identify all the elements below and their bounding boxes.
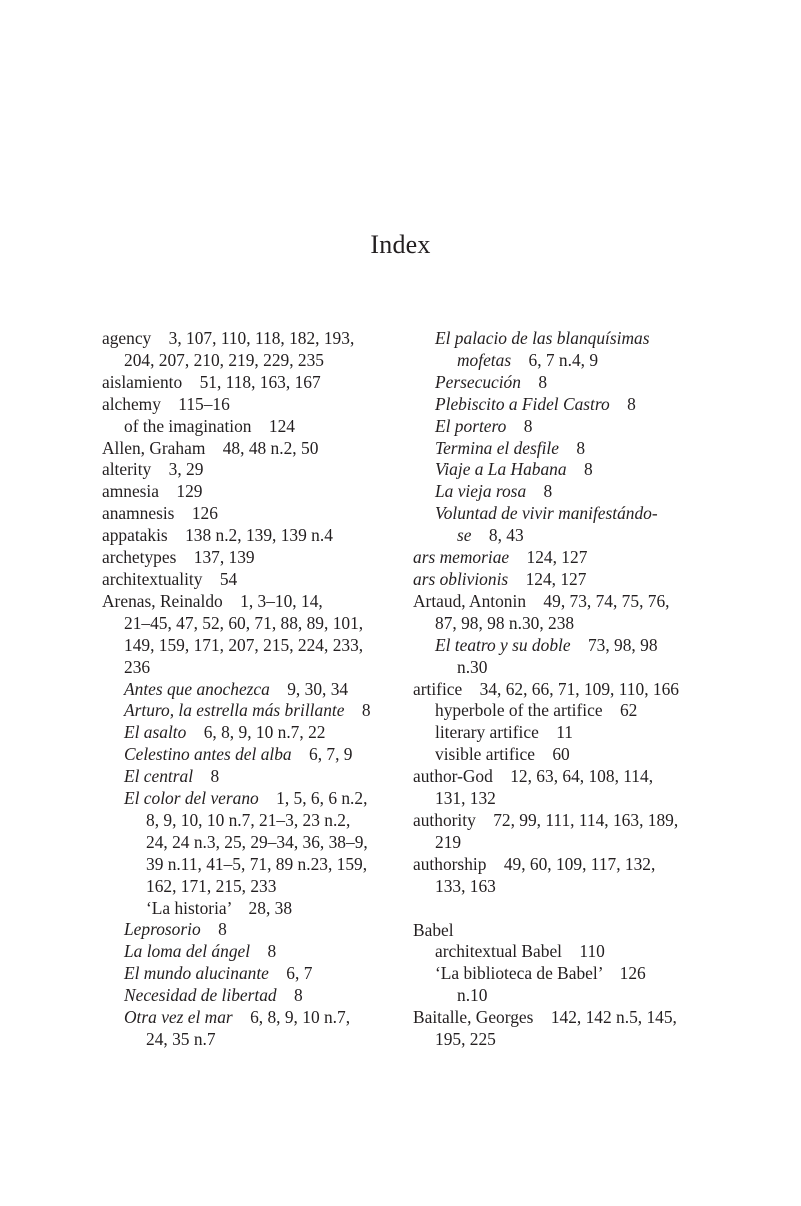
entry-text: alterity [102, 459, 152, 480]
index-subentry [413, 459, 713, 481]
entry-line [413, 679, 713, 701]
index-subentry [413, 372, 713, 394]
entry-line [413, 569, 713, 591]
index-subentry [102, 679, 398, 701]
entry-continuation [102, 635, 398, 657]
entry-text: 129 [158, 481, 203, 502]
entry-text: 8 [609, 393, 636, 414]
index-subentry [102, 1007, 398, 1051]
index-entry [413, 679, 713, 701]
entry-line [413, 810, 713, 832]
entry-title-italic: El teatro y su doble [435, 634, 571, 655]
entry-title-italic: La loma del ángel [124, 941, 251, 962]
index-subentry [413, 416, 713, 438]
entry-line [413, 635, 713, 657]
index-subentry [102, 898, 398, 920]
entry-text: 124, 127 [508, 568, 587, 589]
entry-line [102, 503, 398, 525]
index-entry [102, 547, 398, 569]
entry-continuation [102, 1029, 398, 1051]
entry-text: 54 [202, 568, 238, 589]
index-subentry [102, 700, 398, 722]
entry-line [102, 416, 398, 438]
entry-continuation [102, 613, 398, 635]
index-subentry [102, 963, 398, 985]
entry-text: 8 [526, 481, 553, 502]
entry-continuation [102, 832, 398, 854]
entry-text: archetypes [102, 547, 177, 568]
entry-text: 149, 159, 171, 207, 215, 224, 233, [124, 634, 364, 655]
entry-line [413, 700, 713, 722]
entry-text: 8 [520, 371, 548, 392]
entry-continuation [413, 1029, 713, 1051]
entry-line [102, 766, 398, 788]
entry-title-italic: ars oblivionis [413, 568, 509, 589]
entry-line [102, 985, 398, 1007]
entry-text: 8, 9, 10, 10 n.7, 21–3, 23 n.2, [146, 809, 351, 830]
entry-line [102, 1007, 398, 1029]
entry-line [102, 328, 398, 350]
entry-title-italic: ars memoriae [413, 547, 510, 568]
entry-text: 49, 73, 74, 75, 76, [526, 590, 670, 611]
entry-line [413, 438, 713, 460]
entry-text: authority [413, 809, 476, 830]
entry-line [413, 503, 713, 525]
entry-line [413, 920, 713, 942]
index-entry [413, 920, 713, 942]
entry-line [413, 459, 713, 481]
entry-line [413, 941, 713, 963]
entry-title-italic: Viaje a La Habana [435, 459, 567, 480]
index-entry [102, 438, 398, 460]
entry-text: 6, 7, 9 [291, 744, 353, 765]
entry-text: 8, 43 [471, 525, 524, 546]
entry-continuation [102, 810, 398, 832]
index-entry [413, 591, 713, 635]
entry-line [413, 591, 713, 613]
entry-text: 60 [534, 744, 570, 765]
index-subentry [102, 766, 398, 788]
entry-text: 62 [602, 700, 638, 721]
entry-text: 219 [435, 831, 462, 852]
entry-text: 1, 5, 6, 6 n.2, [258, 788, 368, 809]
entry-text: architextuality [102, 568, 203, 589]
entry-text: 21–45, 47, 52, 60, 71, 88, 89, 101, [124, 612, 364, 633]
index-subentry [413, 722, 713, 744]
entry-line [102, 963, 398, 985]
entry-text: 28, 38 [231, 897, 293, 918]
entry-line [413, 963, 713, 985]
entry-title-italic: se [457, 525, 472, 546]
index-entry [413, 854, 713, 898]
entry-line [413, 372, 713, 394]
entry-text: appatakis [102, 525, 168, 546]
entry-title-italic: El mundo alucinante [124, 963, 269, 984]
index-subentry [413, 635, 713, 679]
entry-text: 9, 30, 34 [269, 678, 349, 699]
entry-text: Babel [413, 919, 454, 940]
entry-text: 8 [566, 459, 593, 480]
index-subentry [102, 788, 398, 898]
entry-text: 162, 171, 215, 233 [146, 875, 277, 896]
entry-title-italic: El color del verano [124, 788, 259, 809]
index-subentry [413, 394, 713, 416]
entry-text: 48, 48 n.2, 50 [205, 437, 319, 458]
entry-text: 124, 127 [509, 547, 588, 568]
index-subentry [102, 722, 398, 744]
entry-line [102, 941, 398, 963]
entry-text: 126 [174, 503, 218, 524]
entry-text: alchemy [102, 393, 161, 414]
entry-text: authorship [413, 853, 487, 874]
entry-line [102, 744, 398, 766]
index-subentry [102, 919, 398, 941]
entry-text: Baitalle, Georges [413, 1007, 534, 1028]
entry-line [413, 744, 713, 766]
index-column-left [102, 328, 398, 1051]
entry-text: 6, 7 n.4, 9 [511, 349, 599, 370]
entry-line [102, 525, 398, 547]
entry-text: hyperbole of the artifice [435, 700, 603, 721]
entry-text: 24, 35 n.7 [146, 1029, 216, 1049]
entry-text: agency [102, 328, 152, 348]
letter-gap [413, 898, 713, 920]
entry-text: Artaud, Antonin [413, 590, 527, 611]
entry-text: n.30 [457, 656, 488, 677]
entry-line [413, 722, 713, 744]
entry-text: n.10 [457, 985, 488, 1006]
entry-text: Arenas, Reinaldo [102, 590, 223, 611]
entry-text: artifice [413, 678, 463, 699]
entry-title-italic: Necesidad de libertad [124, 985, 277, 1006]
entry-continuation [413, 350, 713, 372]
entry-line [102, 788, 398, 810]
entry-text: 34, 62, 66, 71, 109, 110, 166 [462, 678, 679, 699]
index-subentry [413, 941, 713, 963]
entry-text: 8 [506, 415, 533, 436]
entry-continuation [102, 876, 398, 898]
entry-text: 24, 24 n.3, 25, 29–34, 36, 38–9, [146, 831, 368, 852]
entry-title-italic: El asalto [124, 722, 187, 743]
index-subentry [413, 438, 713, 460]
entry-line [102, 591, 398, 613]
entry-line [413, 547, 713, 569]
index-subentry [413, 744, 713, 766]
entry-text: 8 [344, 700, 371, 721]
page-title: Index [370, 230, 431, 259]
entry-line [102, 438, 398, 460]
entry-title-italic: mofetas [457, 349, 512, 370]
entry-text: of the imagination [124, 415, 252, 436]
entry-continuation [102, 854, 398, 876]
entry-continuation [413, 657, 713, 679]
entry-line [102, 700, 398, 722]
entry-text: 87, 98, 98 n.30, 238 [435, 612, 575, 633]
index-entry [102, 591, 398, 679]
entry-text: 124 [251, 415, 295, 436]
entry-continuation [102, 657, 398, 679]
entry-text: 39 n.11, 41–5, 71, 89 n.23, 159, [146, 853, 368, 874]
index-entry [413, 547, 713, 569]
entry-text: 51, 118, 163, 167 [182, 371, 321, 392]
entry-text: 8 [193, 766, 220, 787]
entry-continuation [413, 788, 713, 810]
entry-text: architextual Babel [435, 941, 562, 962]
entry-text: 137, 139 [176, 547, 255, 568]
index-entry [102, 328, 398, 372]
index-subentry [102, 744, 398, 766]
entry-continuation [413, 876, 713, 898]
entry-text: 49, 60, 109, 117, 132, [486, 853, 656, 874]
index-entry [102, 459, 398, 481]
entry-text: 131, 132 [435, 788, 496, 809]
entry-text: 72, 99, 111, 114, 163, 189, [475, 809, 679, 830]
entry-title-italic: Leprosorio [124, 919, 201, 940]
index-subentry [413, 503, 713, 547]
entry-text: amnesia [102, 481, 159, 502]
entry-text: 8 [200, 919, 227, 940]
entry-title-italic: El portero [435, 415, 507, 436]
entry-text: ‘La biblioteca de Babel’ [435, 963, 603, 984]
entry-title-italic: Plebiscito a Fidel Castro [435, 393, 610, 414]
entry-title-italic: Voluntad de vivir manifestándo- [435, 503, 658, 524]
entry-line [413, 394, 713, 416]
entry-text: 204, 207, 210, 219, 229, 235 [124, 349, 324, 370]
entry-line [102, 481, 398, 503]
index-subentry [413, 700, 713, 722]
entry-continuation [413, 985, 713, 1007]
entry-title-italic: El palacio de las blanquísimas [435, 328, 650, 348]
entry-line [413, 854, 713, 876]
entry-text: 1, 3–10, 14, [222, 590, 323, 611]
entry-text: 8 [250, 941, 277, 962]
entry-title-italic: Celestino antes del alba [124, 744, 292, 765]
entry-title-italic: El central [124, 766, 194, 787]
entry-title-italic: Antes que anochezca [124, 678, 270, 699]
entry-title-italic: Arturo, la estrella más brillante [124, 700, 345, 721]
entry-continuation [413, 525, 713, 547]
entry-title-italic: Otra vez el mar [124, 1007, 233, 1028]
entry-continuation [413, 832, 713, 854]
entry-title-italic: Persecución [435, 371, 521, 392]
entry-text: author-God [413, 766, 493, 787]
entry-text: 236 [124, 656, 151, 677]
entry-text: 138 n.2, 139, 139 n.4 [167, 525, 333, 546]
index-subentry [102, 941, 398, 963]
entry-text: 8 [276, 985, 303, 1006]
index-entry [102, 372, 398, 394]
entry-text: 8 [558, 437, 586, 458]
entry-line [102, 898, 398, 920]
entry-text: 6, 8, 9, 10 n.7, 22 [186, 722, 326, 743]
index-subentry [413, 481, 713, 503]
entry-text: anamnesis [102, 503, 175, 524]
entry-text: literary artifice [435, 722, 539, 743]
entry-line [102, 919, 398, 941]
entry-text: 6, 7 [268, 963, 313, 984]
entry-text: 142, 142 n.5, 145, [533, 1007, 677, 1028]
entry-text: ‘La historia’ [146, 897, 232, 918]
index-subentry [102, 416, 398, 438]
entry-line [102, 372, 398, 394]
entry-continuation [102, 350, 398, 372]
entry-line [413, 481, 713, 503]
entry-text: visible artifice [435, 744, 535, 765]
entry-text: Allen, Graham [102, 437, 206, 458]
entry-line [413, 416, 713, 438]
index-entry [102, 503, 398, 525]
entry-text: 3, 29 [151, 459, 204, 480]
entry-text: 115–16 [160, 393, 230, 414]
index-entry [102, 569, 398, 591]
index-column-right [413, 328, 713, 1051]
index-entry [413, 766, 713, 810]
index-entry [413, 1007, 713, 1051]
index-subentry [102, 985, 398, 1007]
entry-text: 11 [538, 722, 573, 743]
entry-text: aislamiento [102, 371, 183, 392]
index-entry [413, 810, 713, 854]
entry-text: 6, 8, 9, 10 n.7, [232, 1007, 351, 1028]
index-subentry [413, 963, 713, 1007]
entry-line [102, 547, 398, 569]
entry-text: 12, 63, 64, 108, 114, [492, 766, 654, 787]
entry-line [102, 679, 398, 701]
entry-continuation [413, 613, 713, 635]
entry-line [102, 722, 398, 744]
entry-title-italic: La vieja rosa [435, 481, 527, 502]
index-entry [413, 569, 713, 591]
entry-line [413, 1007, 713, 1029]
entry-text: 3, 107, 110, 118, 182, 193, [151, 328, 355, 348]
entry-text: 195, 225 [435, 1029, 496, 1050]
entry-text: 73, 98, 98 [570, 634, 658, 655]
entry-line [102, 569, 398, 591]
entry-line [102, 394, 398, 416]
entry-line [102, 459, 398, 481]
entry-title-italic: Termina el desfile [435, 437, 559, 458]
entry-text: 110 [562, 941, 605, 962]
entry-text: 126 [602, 963, 646, 984]
index-entry [102, 481, 398, 503]
entry-line [413, 328, 713, 350]
index-entry [102, 525, 398, 547]
entry-line [413, 766, 713, 788]
index-entry [102, 394, 398, 416]
entry-text: 133, 163 [435, 875, 496, 896]
index-subentry [413, 328, 713, 372]
